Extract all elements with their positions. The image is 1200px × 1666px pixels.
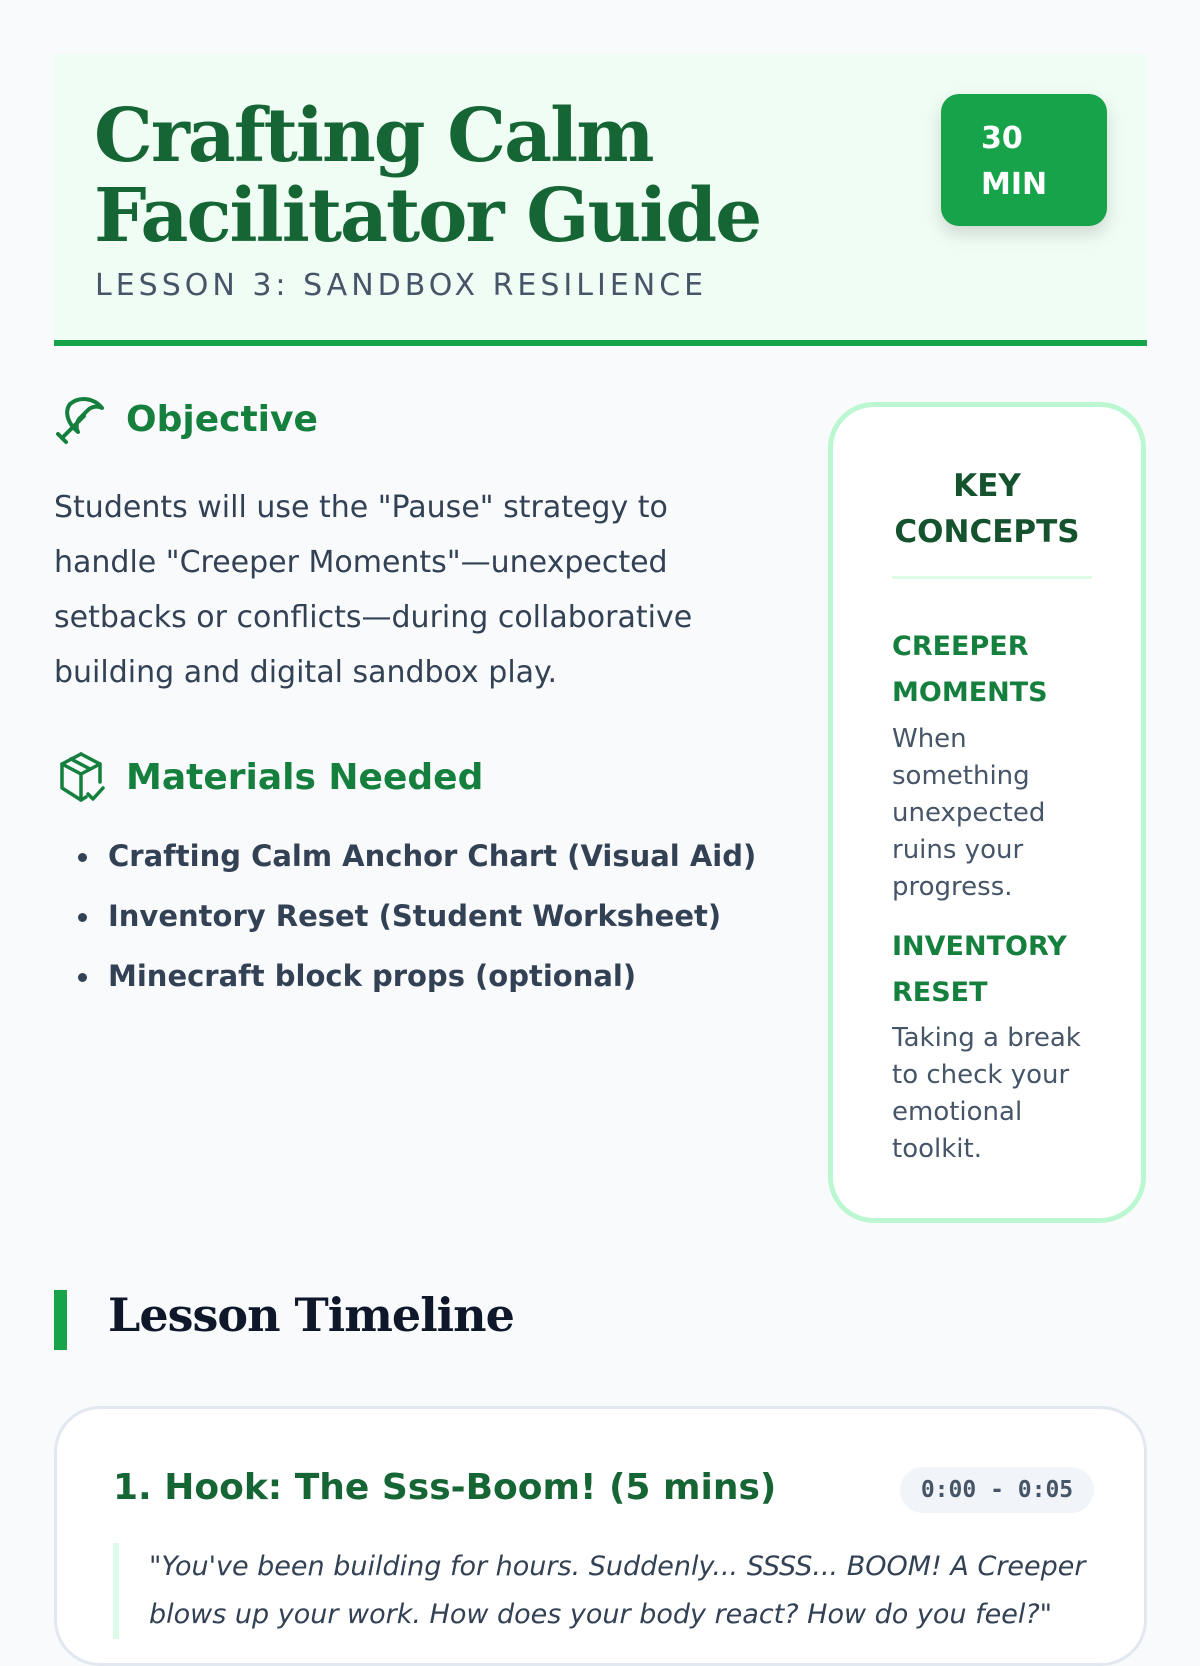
package-check-icon bbox=[54, 750, 108, 804]
timeline-heading: Lesson Timeline bbox=[108, 1288, 514, 1342]
pickaxe-icon bbox=[54, 392, 108, 446]
concept-term bbox=[892, 624, 1112, 716]
duration-value: 30 bbox=[981, 121, 1023, 156]
timeline-accent-bar bbox=[54, 1290, 67, 1350]
title-line-1: Crafting Calm bbox=[94, 93, 653, 179]
concept-term-line-2: MOMENTS bbox=[892, 677, 1048, 708]
materials-label: Materials Needed bbox=[126, 756, 484, 798]
key-concepts-card bbox=[828, 402, 1146, 1223]
materials-heading bbox=[54, 750, 483, 804]
page-title bbox=[94, 93, 874, 259]
divider bbox=[892, 576, 1092, 579]
list-item: Crafting Calm Anchor Chart (Visual Aid) bbox=[78, 826, 756, 886]
duration-badge bbox=[941, 94, 1107, 226]
step-quote: "You've been building for hours. Suddenly... SSSS... BOOM! A Creeper blows up your work. How does your body react? How do you feel?" bbox=[113, 1543, 1093, 1639]
concept-term-line-1: CREEPER bbox=[892, 631, 1029, 662]
concept-definition: When something unexpected ruins your progress. bbox=[892, 724, 1046, 902]
lesson-subtitle: LESSON 3: SANDBOX RESILIENCE bbox=[95, 268, 708, 303]
list-item: Inventory Reset (Student Worksheet) bbox=[78, 886, 756, 946]
objective-label: Objective bbox=[126, 398, 318, 440]
duration-unit: MIN bbox=[981, 167, 1048, 202]
guide-header bbox=[54, 54, 1147, 346]
key-concepts-title-line-1: KEY bbox=[953, 468, 1021, 504]
concept-term bbox=[892, 924, 1112, 1016]
objective-text: Students will use the "Pause" strategy to handle "Creeper Moments"—unexpected setbacks or conflicts—during collaborative building and digital sandbox play. bbox=[54, 490, 693, 690]
concept-definition: Taking a break to check your emotional toolkit. bbox=[892, 1023, 1081, 1164]
title-line-2: Facilitator Guide bbox=[94, 173, 761, 259]
step-time-badge: 0:00 - 0:05 bbox=[900, 1467, 1094, 1513]
concept-term-line-2: RESET bbox=[892, 977, 988, 1008]
step-title: 1. Hook: The Sss-Boom! (5 mins) bbox=[113, 1467, 777, 1508]
objective-heading bbox=[54, 392, 318, 446]
timeline-step-card bbox=[54, 1406, 1147, 1666]
key-concepts-title bbox=[833, 463, 1141, 555]
materials-list bbox=[78, 826, 756, 1006]
key-concepts-title-line-2: CONCEPTS bbox=[894, 514, 1080, 550]
concept-term-line-1: INVENTORY bbox=[892, 931, 1067, 962]
list-item: Minecraft block props (optional) bbox=[78, 946, 756, 1006]
